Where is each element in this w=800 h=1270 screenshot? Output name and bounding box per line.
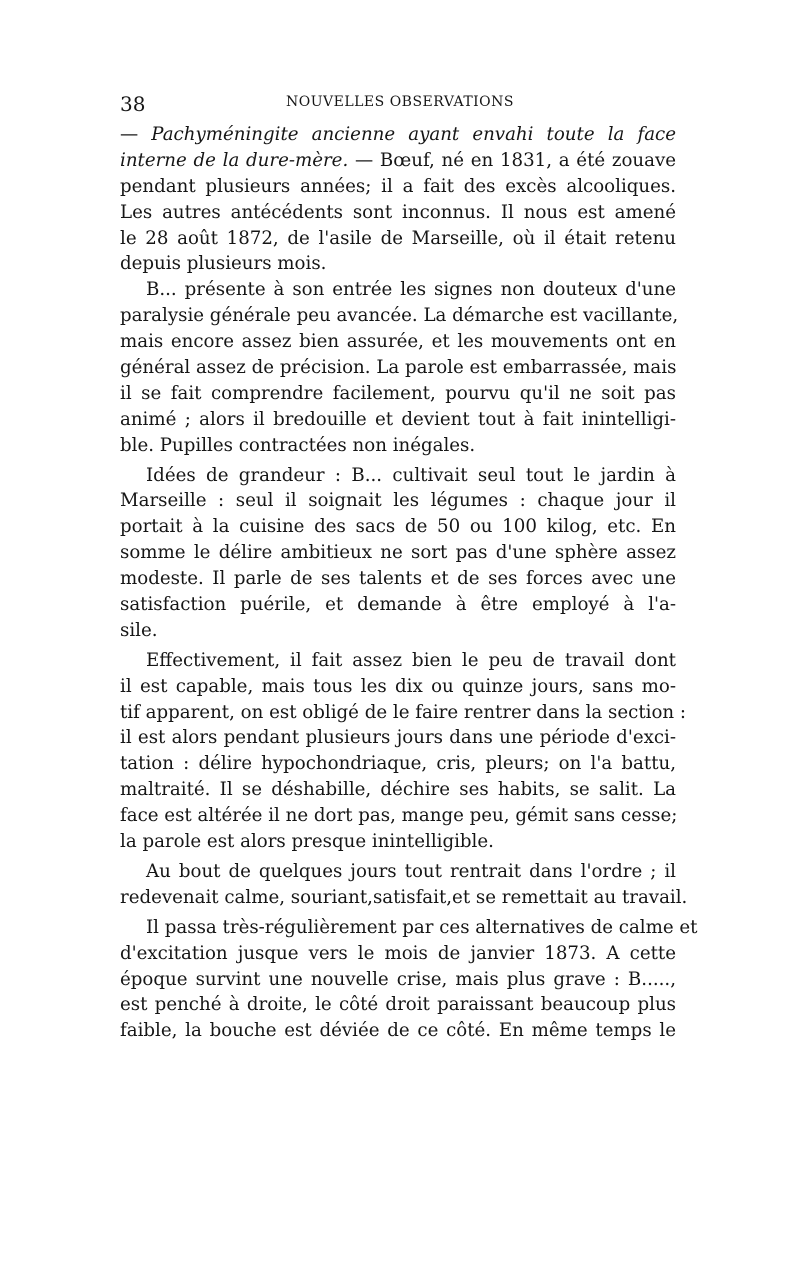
italic-text: interne de la dure-mère. bbox=[120, 149, 349, 171]
text-line bbox=[120, 433, 676, 459]
text-line bbox=[120, 592, 676, 618]
text-run: tation : délire hypochondriaque, cris, pleurs; on l'a battu, bbox=[120, 753, 676, 775]
text-line bbox=[120, 381, 676, 407]
text-line bbox=[120, 122, 676, 148]
text-run: satisfaction puérile, et demande à être employé à l'a- bbox=[120, 594, 676, 616]
text-run: maltraité. Il se déshabille, déchire ses habits, se salit. La bbox=[120, 779, 676, 801]
text-line bbox=[120, 148, 676, 174]
text-line bbox=[120, 967, 676, 993]
text-run: face est altérée il ne dort pas, mange peu, gémit sans cesse; bbox=[120, 805, 678, 827]
text-run: redevenait calme, souriant,satisfait,et se remettait au travail. bbox=[120, 886, 688, 908]
text-run: somme le délire ambitieux ne sort pas d'une sphère assez bbox=[120, 542, 676, 564]
text-line bbox=[120, 1018, 676, 1044]
text-run: Au bout de quelques jours tout rentrait dans l'ordre ; il bbox=[146, 860, 676, 882]
running-title: NOUVELLES OBSERVATIONS bbox=[285, 94, 515, 110]
text-run: B... présente à son entrée les signes non douteux d'une bbox=[146, 279, 676, 301]
text-line bbox=[120, 355, 676, 381]
text-run: paralysie générale peu avancée. La démarche est vacillante, bbox=[120, 305, 679, 327]
text-run: pendant plusieurs années; il a fait des excès alcooliques. bbox=[120, 175, 676, 197]
text-run: est penché à droite, le côté droit paraissant beaucoup plus bbox=[120, 994, 676, 1016]
text-line bbox=[120, 725, 676, 751]
text-line bbox=[120, 941, 676, 967]
text-line bbox=[120, 674, 676, 700]
text-run: modeste. Il parle de ses talents et de ses forces avec une bbox=[120, 568, 676, 590]
text-run: — bbox=[120, 124, 152, 145]
text-line bbox=[120, 277, 676, 303]
text-line bbox=[120, 540, 676, 566]
text-line bbox=[120, 566, 676, 592]
running-header bbox=[120, 92, 680, 116]
text-run: il se fait comprendre facilement, pourvu qu'il ne soit pas bbox=[120, 382, 676, 404]
text-line bbox=[120, 885, 688, 911]
text-line bbox=[120, 618, 676, 644]
text-line bbox=[120, 463, 676, 489]
text-line bbox=[120, 915, 698, 941]
text-line bbox=[120, 226, 676, 252]
text-line bbox=[120, 777, 676, 803]
text-run: ble. Pupilles contractées non inégales. bbox=[120, 434, 476, 456]
text-run: Idées de grandeur : B... cultivait seul tout le jardin à bbox=[146, 464, 676, 486]
text-run: il est capable, mais tous les dix ou quinze jours, sans mo- bbox=[120, 675, 676, 697]
text-line bbox=[120, 329, 676, 355]
text-line bbox=[120, 303, 679, 329]
text-line bbox=[120, 859, 676, 885]
text-line bbox=[120, 700, 687, 726]
body-text bbox=[120, 122, 698, 1044]
text-run: général assez de précision. La parole est embarrassée, mais bbox=[120, 357, 677, 379]
text-line bbox=[120, 251, 676, 277]
text-line bbox=[120, 992, 676, 1018]
text-line bbox=[120, 648, 676, 674]
text-run: Marseille : seul il soignait les légumes : chaque jour il bbox=[120, 490, 676, 512]
text-run: — Bœuf, né en 1831, a été zouave bbox=[348, 149, 676, 171]
text-run: sile. bbox=[120, 619, 158, 641]
text-run: faible, la bouche est déviée de ce côté. En même temps le bbox=[120, 1020, 676, 1042]
text-line bbox=[120, 829, 676, 855]
italic-text: Pachyméningite ancienne ayant envahi toute la face bbox=[151, 124, 676, 145]
text-run: mais encore assez bien assurée, et les mouvements ont en bbox=[120, 331, 676, 353]
text-line bbox=[120, 174, 676, 200]
text-run: Effectivement, il fait assez bien le peu de travail dont bbox=[146, 649, 676, 671]
text-run: animé ; alors il bredouille et devient tout à fait inintelligi- bbox=[120, 408, 676, 430]
text-line bbox=[120, 751, 676, 777]
text-line bbox=[120, 803, 676, 829]
text-run: tif apparent, on est obligé de le faire rentrer dans la section : bbox=[120, 701, 687, 723]
text-run: le 28 août 1872, de l'asile de Marseille, où il était retenu bbox=[120, 227, 676, 249]
text-run: Il passa très-régulièrement par ces alternatives de calme et bbox=[146, 916, 698, 938]
text-line bbox=[120, 200, 676, 226]
text-run: portait à la cuisine des sacs de 50 ou 100 kilog, etc. En bbox=[120, 516, 676, 538]
text-line bbox=[120, 488, 676, 514]
text-run: depuis plusieurs mois. bbox=[120, 253, 327, 275]
text-run: d'excitation jusque vers le mois de janvier 1873. A cette bbox=[120, 942, 676, 964]
text-run: il est alors pendant plusieurs jours dans une période d'exci- bbox=[120, 727, 676, 749]
page-number: 38 bbox=[120, 92, 146, 116]
text-run: époque survint une nouvelle crise, mais plus grave : B....., bbox=[120, 968, 676, 990]
text-line bbox=[120, 514, 676, 540]
text-run: la parole est alors presque inintelligible. bbox=[120, 831, 494, 853]
text-run: Les autres antécédents sont inconnus. Il nous est amené bbox=[120, 201, 676, 223]
text-line bbox=[120, 407, 676, 433]
